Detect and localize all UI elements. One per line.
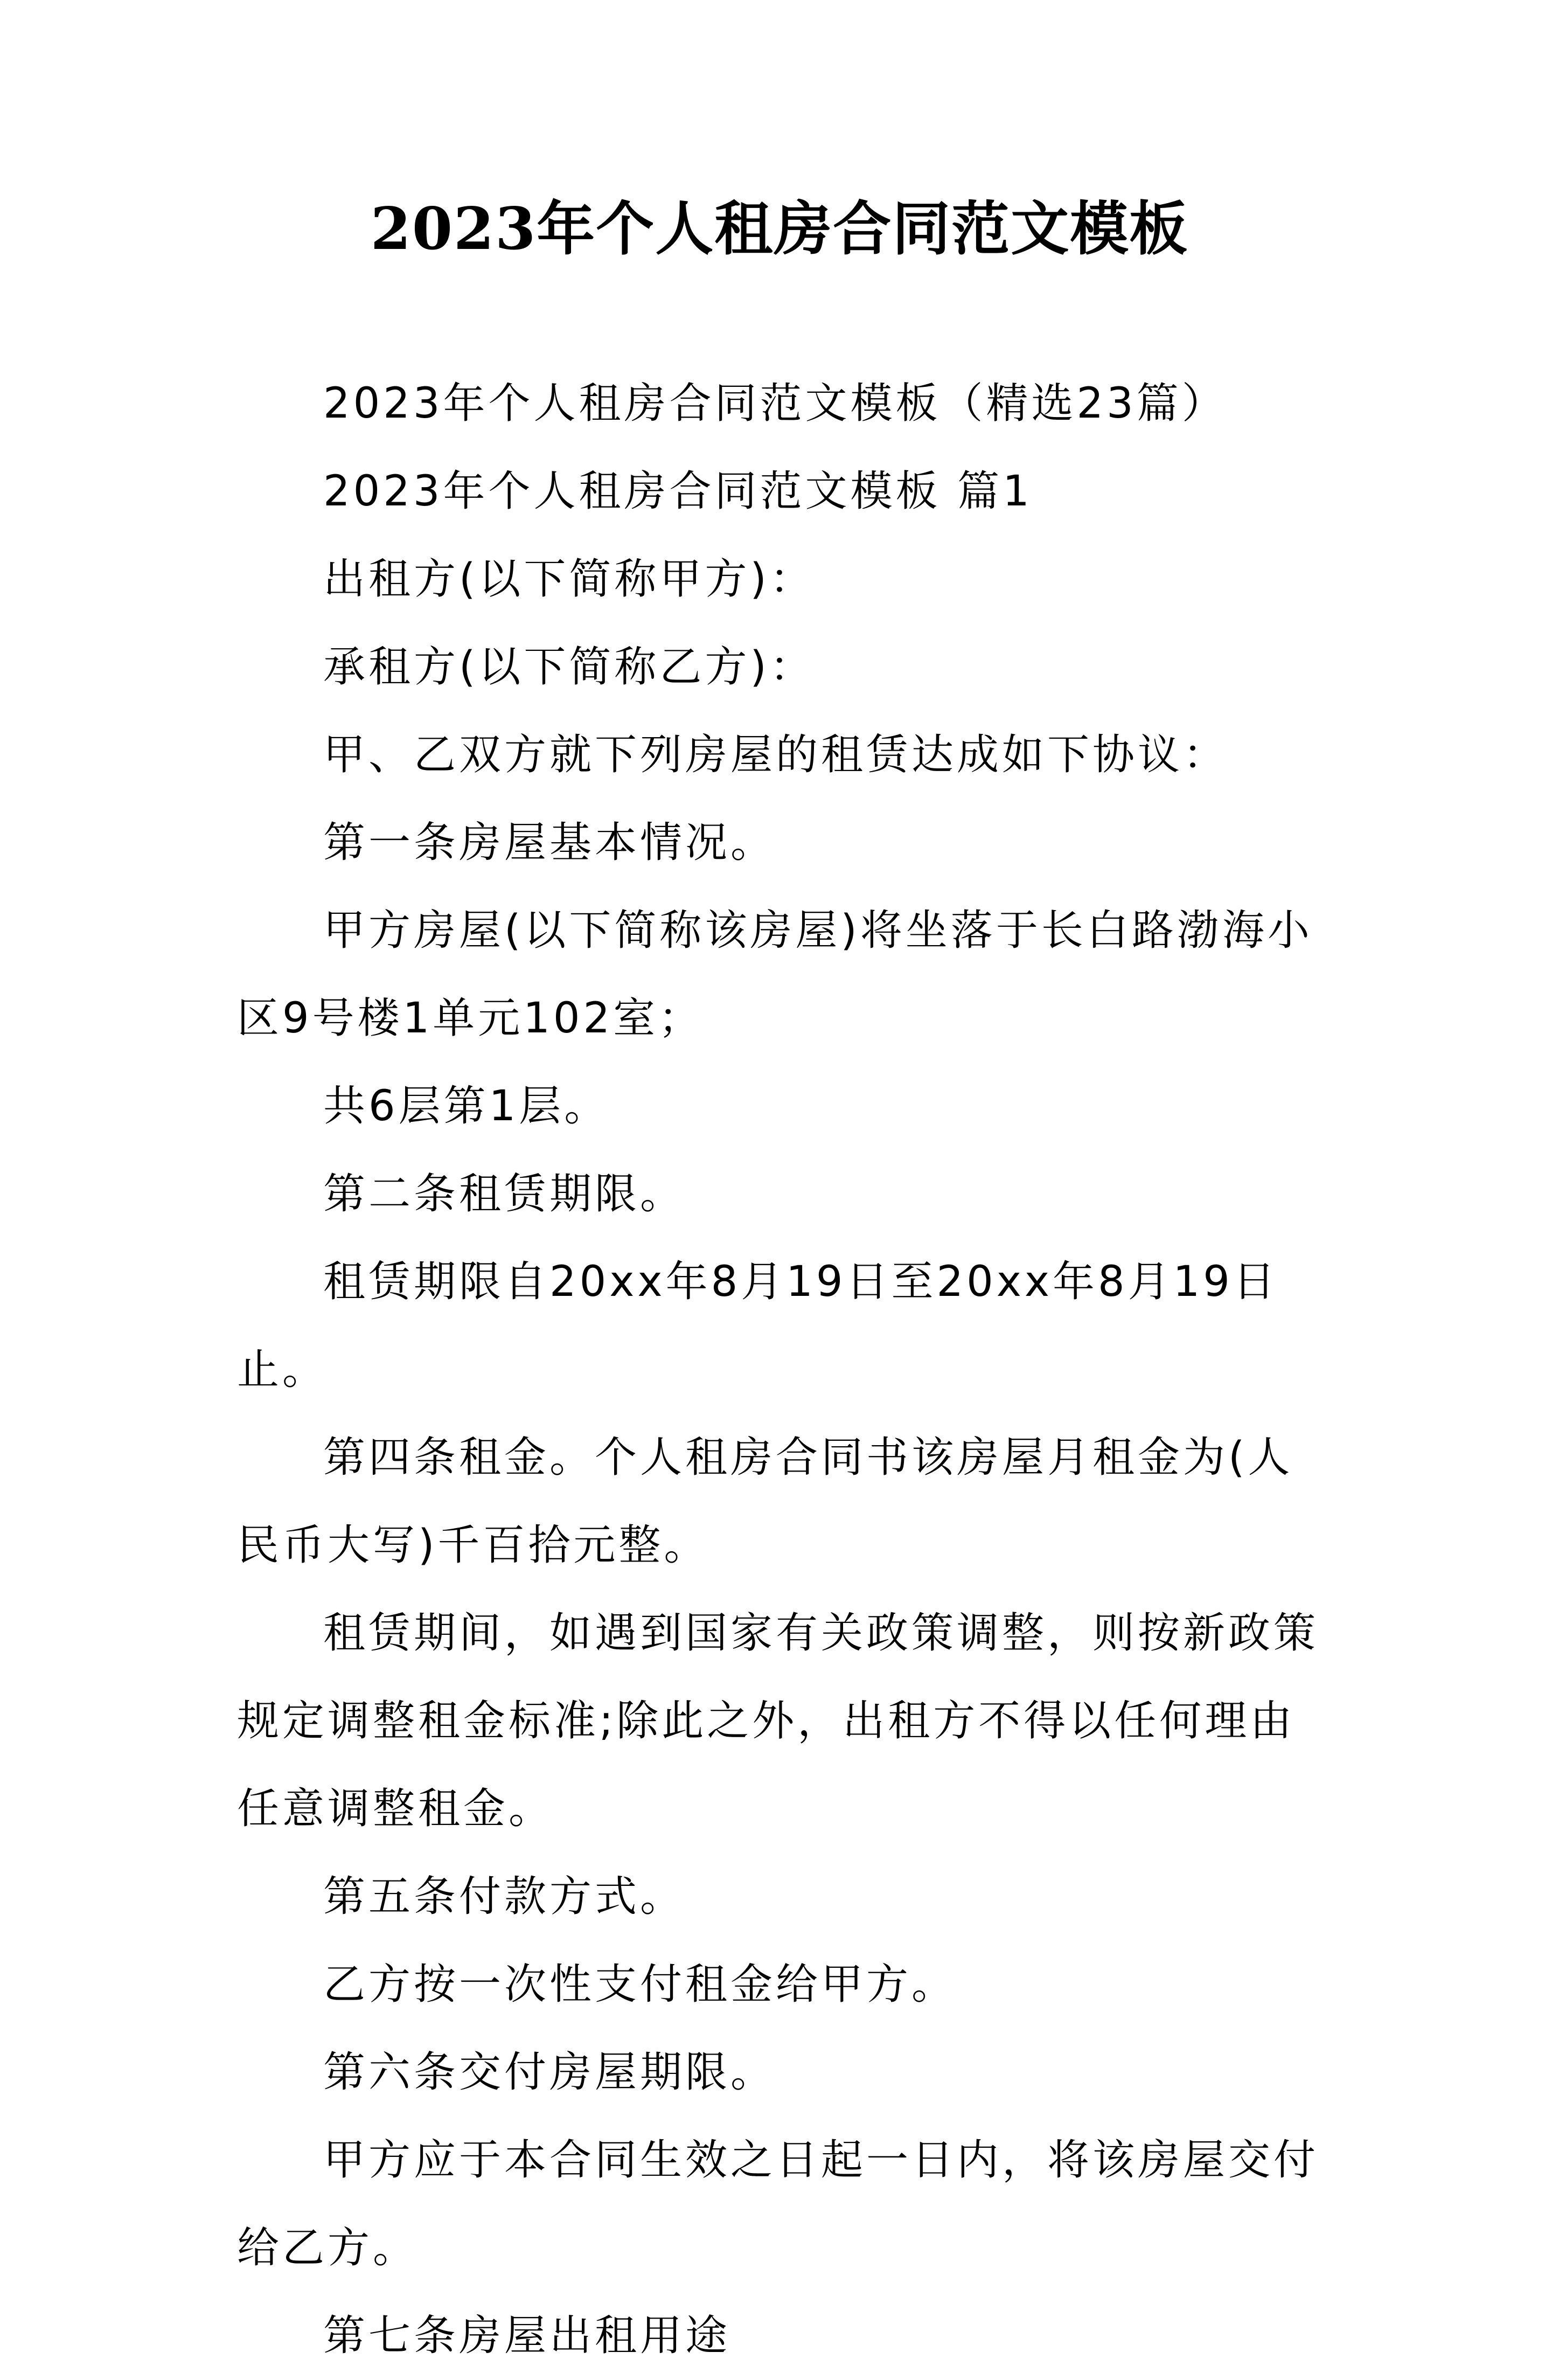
paragraph-article-2-term: 租赁期限自20xx年8月19日至20xx年8月19日止。 <box>237 1258 1278 1394</box>
paragraph-article-1-floor: 共6层第1层。 <box>323 1082 610 1130</box>
document-title: 2023年个人租房合同范文模板 <box>370 195 1189 263</box>
paragraph-article-1-heading: 第一条房屋基本情况。 <box>323 818 776 867</box>
paragraph-article-7-heading: 第七条房屋出租用途 <box>323 2312 731 2360</box>
paragraph-section-heading: 2023年个人租房合同范文模板 篇1 <box>323 467 1033 516</box>
paragraph-article-6-delivery: 甲方应于本合同生效之日起一日内，将该房屋交付给乙方。 <box>237 2136 1319 2272</box>
document-body <box>237 360 1336 2380</box>
paragraph-article-5-heading: 第五条付款方式。 <box>323 1872 686 1921</box>
paragraph-article-4-adjustment: 租赁期间，如遇到国家有关政策调整，则按新政策规定调整租金标准;除此之外，出租方不得以任何理由任意调整租金。 <box>237 1609 1319 1833</box>
paragraph-subtitle: 2023年个人租房合同范文模板（精选23篇） <box>323 379 1227 428</box>
paragraph-article-6-heading: 第六条交付房屋期限。 <box>323 2048 776 2097</box>
paragraph-article-2-heading: 第二条租赁期限。 <box>323 1170 686 1218</box>
paragraph-article-5-payment: 乙方按一次性支付租金给甲方。 <box>323 1960 957 2009</box>
paragraph-lessor: 出租方(以下简称甲方)： <box>323 555 815 603</box>
paragraph-lessee: 承租方(以下简称乙方)： <box>323 643 815 691</box>
paragraph-article-1-location: 甲方房屋(以下简称该房屋)将坐落于长白路渤海小区9号楼1单元102室； <box>237 906 1313 1043</box>
paragraph-article-4-rent: 第四条租金。个人租房合同书该房屋月租金为(人民币大写)千百拾元整。 <box>237 1433 1293 1570</box>
paragraph-agreement-intro: 甲、乙双方就下列房屋的租赁达成如下协议： <box>323 731 1229 779</box>
